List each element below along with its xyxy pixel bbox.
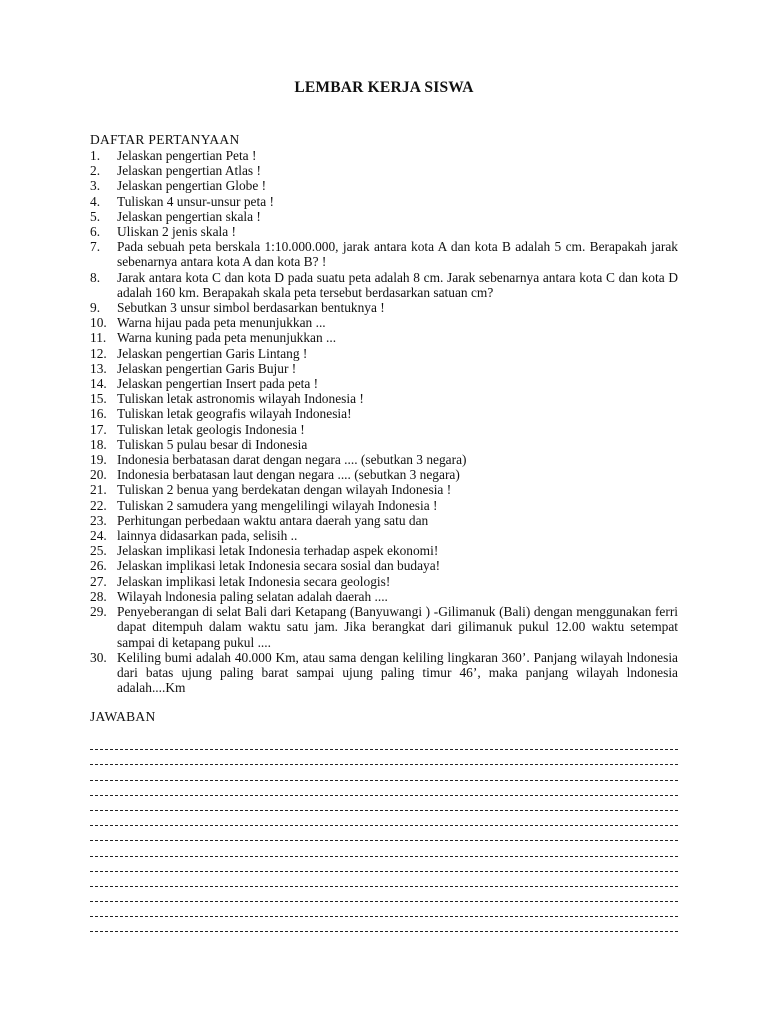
question-text: Jelaskan pengertian Peta !	[117, 148, 257, 163]
question-number: 19.	[90, 452, 107, 468]
question-text: Tuliskan 4 unsur-unsur peta !	[117, 193, 274, 209]
question-text: Jelaskan pengertian Garis Lintang !	[117, 345, 308, 361]
answer-line[interactable]	[90, 917, 678, 932]
question-item	[90, 422, 678, 437]
question-text: Jarak antara kota C dan kota D pada suatu peta adalah 8 cm. Jarak sebenarnya antara kota C dan kota D adalah 160 km. Berapakah skala peta tersebut berdasarkan satuan cm?	[117, 269, 678, 300]
question-text: Warna kuning pada peta menunjukkan ...	[117, 330, 337, 346]
question-item	[90, 513, 678, 528]
question-item	[90, 209, 678, 224]
question-item	[90, 391, 678, 406]
answer-line[interactable]	[90, 796, 678, 811]
question-number: 22.	[90, 497, 107, 513]
question-number: 2.	[90, 163, 101, 179]
question-number: 28.	[90, 588, 107, 604]
question-number: 14.	[90, 376, 107, 392]
question-text: Jelaskan implikasi letak Indonesia secara geologis!	[117, 573, 391, 589]
question-number: 26.	[90, 558, 107, 574]
question-item	[90, 574, 678, 589]
question-number: 15.	[90, 391, 107, 407]
question-item	[90, 346, 678, 361]
question-item	[90, 224, 678, 239]
question-item	[90, 650, 678, 696]
question-text: Jelaskan pengertian Insert pada peta !	[117, 376, 319, 392]
question-number: 13.	[90, 360, 107, 376]
questions-heading: DAFTAR PERTANYAAN	[90, 132, 240, 147]
question-item	[90, 437, 678, 452]
answer-line[interactable]	[90, 735, 678, 750]
question-item	[90, 270, 678, 300]
question-item	[90, 558, 678, 573]
question-item	[90, 452, 678, 467]
question-text: Uliskan 2 jenis skala !	[117, 224, 237, 240]
question-text: Jelaskan pengertian Garis Bujur !	[117, 360, 297, 376]
answer-line[interactable]	[90, 826, 678, 841]
question-number: 5.	[90, 208, 101, 224]
question-text: Jelaskan pengertian Atlas !	[117, 163, 261, 179]
answer-line[interactable]	[90, 857, 678, 872]
question-item	[90, 543, 678, 558]
question-text: Sebutkan 3 unsur simbol berdasarkan bentuknya !	[117, 300, 385, 316]
question-number: 21.	[90, 482, 107, 498]
question-number: 1.	[90, 148, 101, 163]
question-number: 9.	[90, 300, 101, 316]
question-number: 11.	[90, 330, 107, 346]
question-number: 8.	[90, 269, 101, 285]
question-text: Penyeberangan di selat Bali dari Ketapang (Banyuwangi ) -Gilimanuk (Bali) dengan menggunakan ferri dapat ditempuh dalam waktu satu jam. Jika berangkat dari gilimanuk pukul 12.00 waktu setempat sampai di ketapang pukul ....	[117, 604, 678, 650]
question-number: 20.	[90, 467, 107, 483]
answer-heading: JAWABAN	[90, 709, 156, 724]
question-text: Keliling bumi adalah 40.000 Km, atau sama dengan keliling lingkaran 360’. Panjang wilayah lndonesia dari batas ujung paling barat sampai ujung paling timur 46’, maka panjang wilayah lndonesia adalah....Km	[117, 649, 678, 696]
question-number: 27.	[90, 573, 107, 589]
question-item	[90, 239, 678, 269]
question-item	[90, 528, 678, 543]
question-number: 30.	[90, 649, 107, 665]
answer-line[interactable]	[90, 872, 678, 887]
question-text: Indonesia berbatasan laut dengan negara .... (sebutkan 3 negara)	[117, 467, 460, 483]
question-item	[90, 376, 678, 391]
question-number: 16.	[90, 406, 107, 422]
question-item	[90, 178, 678, 193]
question-item	[90, 300, 678, 315]
question-item	[90, 194, 678, 209]
question-text: Tuliskan letak astronomis wilayah Indonesia !	[117, 391, 364, 407]
question-text: Tuliskan 2 benua yang berdekatan dengan wilayah Indonesia !	[117, 482, 452, 498]
answer-line[interactable]	[90, 902, 678, 917]
question-text: Tuliskan letak geologis Indonesia !	[117, 421, 305, 437]
question-text: Jelaskan implikasi letak Indonesia secara sosial dan budaya!	[117, 558, 441, 574]
question-text: Tuliskan letak geografis wilayah Indonesia!	[117, 406, 352, 422]
question-text: Warna hijau pada peta menunjukkan ...	[117, 315, 326, 331]
question-number: 7.	[90, 239, 101, 255]
question-text: lainnya didasarkan pada, selisih ..	[117, 528, 298, 544]
answer-lines-area	[90, 735, 678, 932]
question-text: Indonesia berbatasan darat dengan negara .... (sebutkan 3 negara)	[117, 452, 467, 468]
question-item	[90, 330, 678, 345]
question-number: 17.	[90, 421, 107, 437]
question-number: 4.	[90, 193, 101, 209]
question-number: 6.	[90, 224, 101, 240]
answer-line[interactable]	[90, 765, 678, 780]
question-text: Jelaskan pengertian skala !	[117, 208, 261, 224]
question-item	[90, 315, 678, 330]
question-item	[90, 482, 678, 497]
answer-line[interactable]	[90, 781, 678, 796]
answer-line[interactable]	[90, 750, 678, 765]
question-text: Jelaskan implikasi letak Indonesia terhadap aspek ekonomi!	[117, 543, 439, 559]
question-item	[90, 498, 678, 513]
question-item	[90, 163, 678, 178]
question-text: Jelaskan pengertian Globe !	[117, 178, 267, 194]
question-item	[90, 604, 678, 650]
question-number: 12.	[90, 345, 107, 361]
question-number: 25.	[90, 543, 107, 559]
question-list	[90, 148, 678, 695]
question-item	[90, 406, 678, 421]
answer-line[interactable]	[90, 841, 678, 856]
question-number: 18.	[90, 436, 107, 452]
question-text: Wilayah lndonesia paling selatan adalah daerah ....	[117, 588, 388, 604]
question-number: 24.	[90, 528, 107, 544]
question-number: 10.	[90, 315, 107, 331]
question-number: 3.	[90, 178, 101, 194]
answer-line[interactable]	[90, 811, 678, 826]
question-item	[90, 148, 678, 163]
page-title: LEMBAR KERJA SISWA	[294, 79, 474, 96]
question-text: Tuliskan 2 samudera yang mengelilingi wilayah Indonesia !	[117, 497, 438, 513]
question-number: 29.	[90, 604, 107, 620]
answer-line[interactable]	[90, 887, 678, 902]
question-number: 23.	[90, 512, 107, 528]
question-text: Pada sebuah peta berskala 1:10.000.000, jarak antara kota A dan kota B adalah 5 cm. Berapakah jarak sebenarnya antara kota A dan kota B? !	[117, 239, 678, 270]
question-item	[90, 361, 678, 376]
question-item	[90, 589, 678, 604]
question-text: Tuliskan 5 pulau besar di Indonesia	[117, 436, 308, 452]
question-text: Perhitungan perbedaan waktu antara daerah yang satu dan	[117, 512, 429, 528]
question-item	[90, 467, 678, 482]
